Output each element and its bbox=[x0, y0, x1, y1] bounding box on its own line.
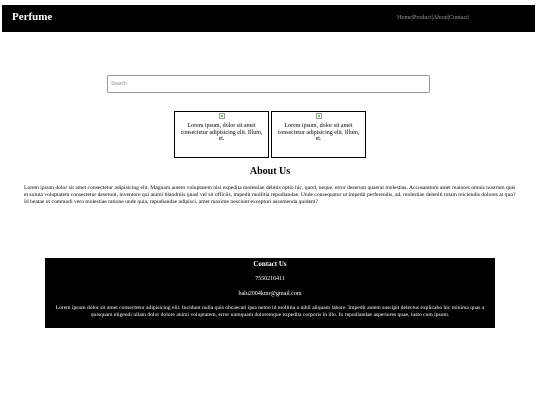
contact-heading: Contact Us bbox=[253, 260, 287, 268]
nav-links bbox=[397, 15, 469, 21]
product-card-text: Lorem ipsum, dolor sit amet consectetur adipisicing elit. Illum, et. bbox=[180, 123, 263, 143]
product-card-text: Lorem ipsum, dolor sit amet consectetur adipisicing elit. Illum, et. bbox=[277, 123, 360, 143]
nav-separator: | bbox=[447, 15, 450, 21]
nav-link-product[interactable]: Product bbox=[413, 15, 432, 21]
search-input[interactable] bbox=[107, 75, 430, 93]
contact-section bbox=[45, 258, 495, 328]
nav-separator: | bbox=[467, 15, 469, 21]
contact-phone: 7550216411 bbox=[255, 276, 285, 282]
nav-link-about[interactable]: About bbox=[432, 15, 448, 21]
nav-link-home[interactable]: Home bbox=[397, 15, 412, 21]
product-card[interactable] bbox=[174, 111, 269, 158]
navbar bbox=[2, 5, 535, 32]
nav-separator: | bbox=[411, 15, 414, 21]
broken-image-icon bbox=[219, 113, 225, 119]
about-paragraph: Lorem ipsum dolor sit amet consectetur adipisicing elit. Magnam autem voluptatem nisi expedita molestiae debitis optio hic, quod, neque, error deserunt quaerat molestias. Accusantium amet maiores omnis nostrum quis et soluta voluptatem consectetur deserunt, inventore qui animi blanditiis quasi vel sit officiis, impedit mollitia repudiandae. Unde consequatur ut impedit perferendis, ad, molestiae deleniti totam reiciendis dolores at quo? Id beatae ut commodi vero molestiae ratione unde quia, repudiandae adipisci, amet maxime nesciunt excepturi assumenda quidem? bbox=[24, 185, 516, 206]
about-heading: About Us bbox=[249, 166, 291, 177]
contact-email: balu2004kmr@gmail.com bbox=[238, 291, 302, 297]
product-card[interactable] bbox=[271, 111, 366, 158]
contact-paragraph: Lorem ipsum dolor sit amet consectetur adipisicing elit. Incidunt nulla quis obcaecati ipsa nemo id mollitia a nihil aliquam labore. Impedit autem suscipit delectus explicabo hic minima quas a quisquam eligendi ullam dolor dolore animi voluptatem, error numquam doloremque expedita corporis in illo. In repudiandae asperiores quae, iusto cum ipsum. bbox=[55, 305, 485, 319]
brand-logo[interactable]: Perfume bbox=[12, 11, 53, 23]
broken-image-icon bbox=[316, 113, 322, 119]
nav-link-contact[interactable]: Contact bbox=[449, 15, 468, 21]
nav-separator: | bbox=[431, 15, 433, 21]
